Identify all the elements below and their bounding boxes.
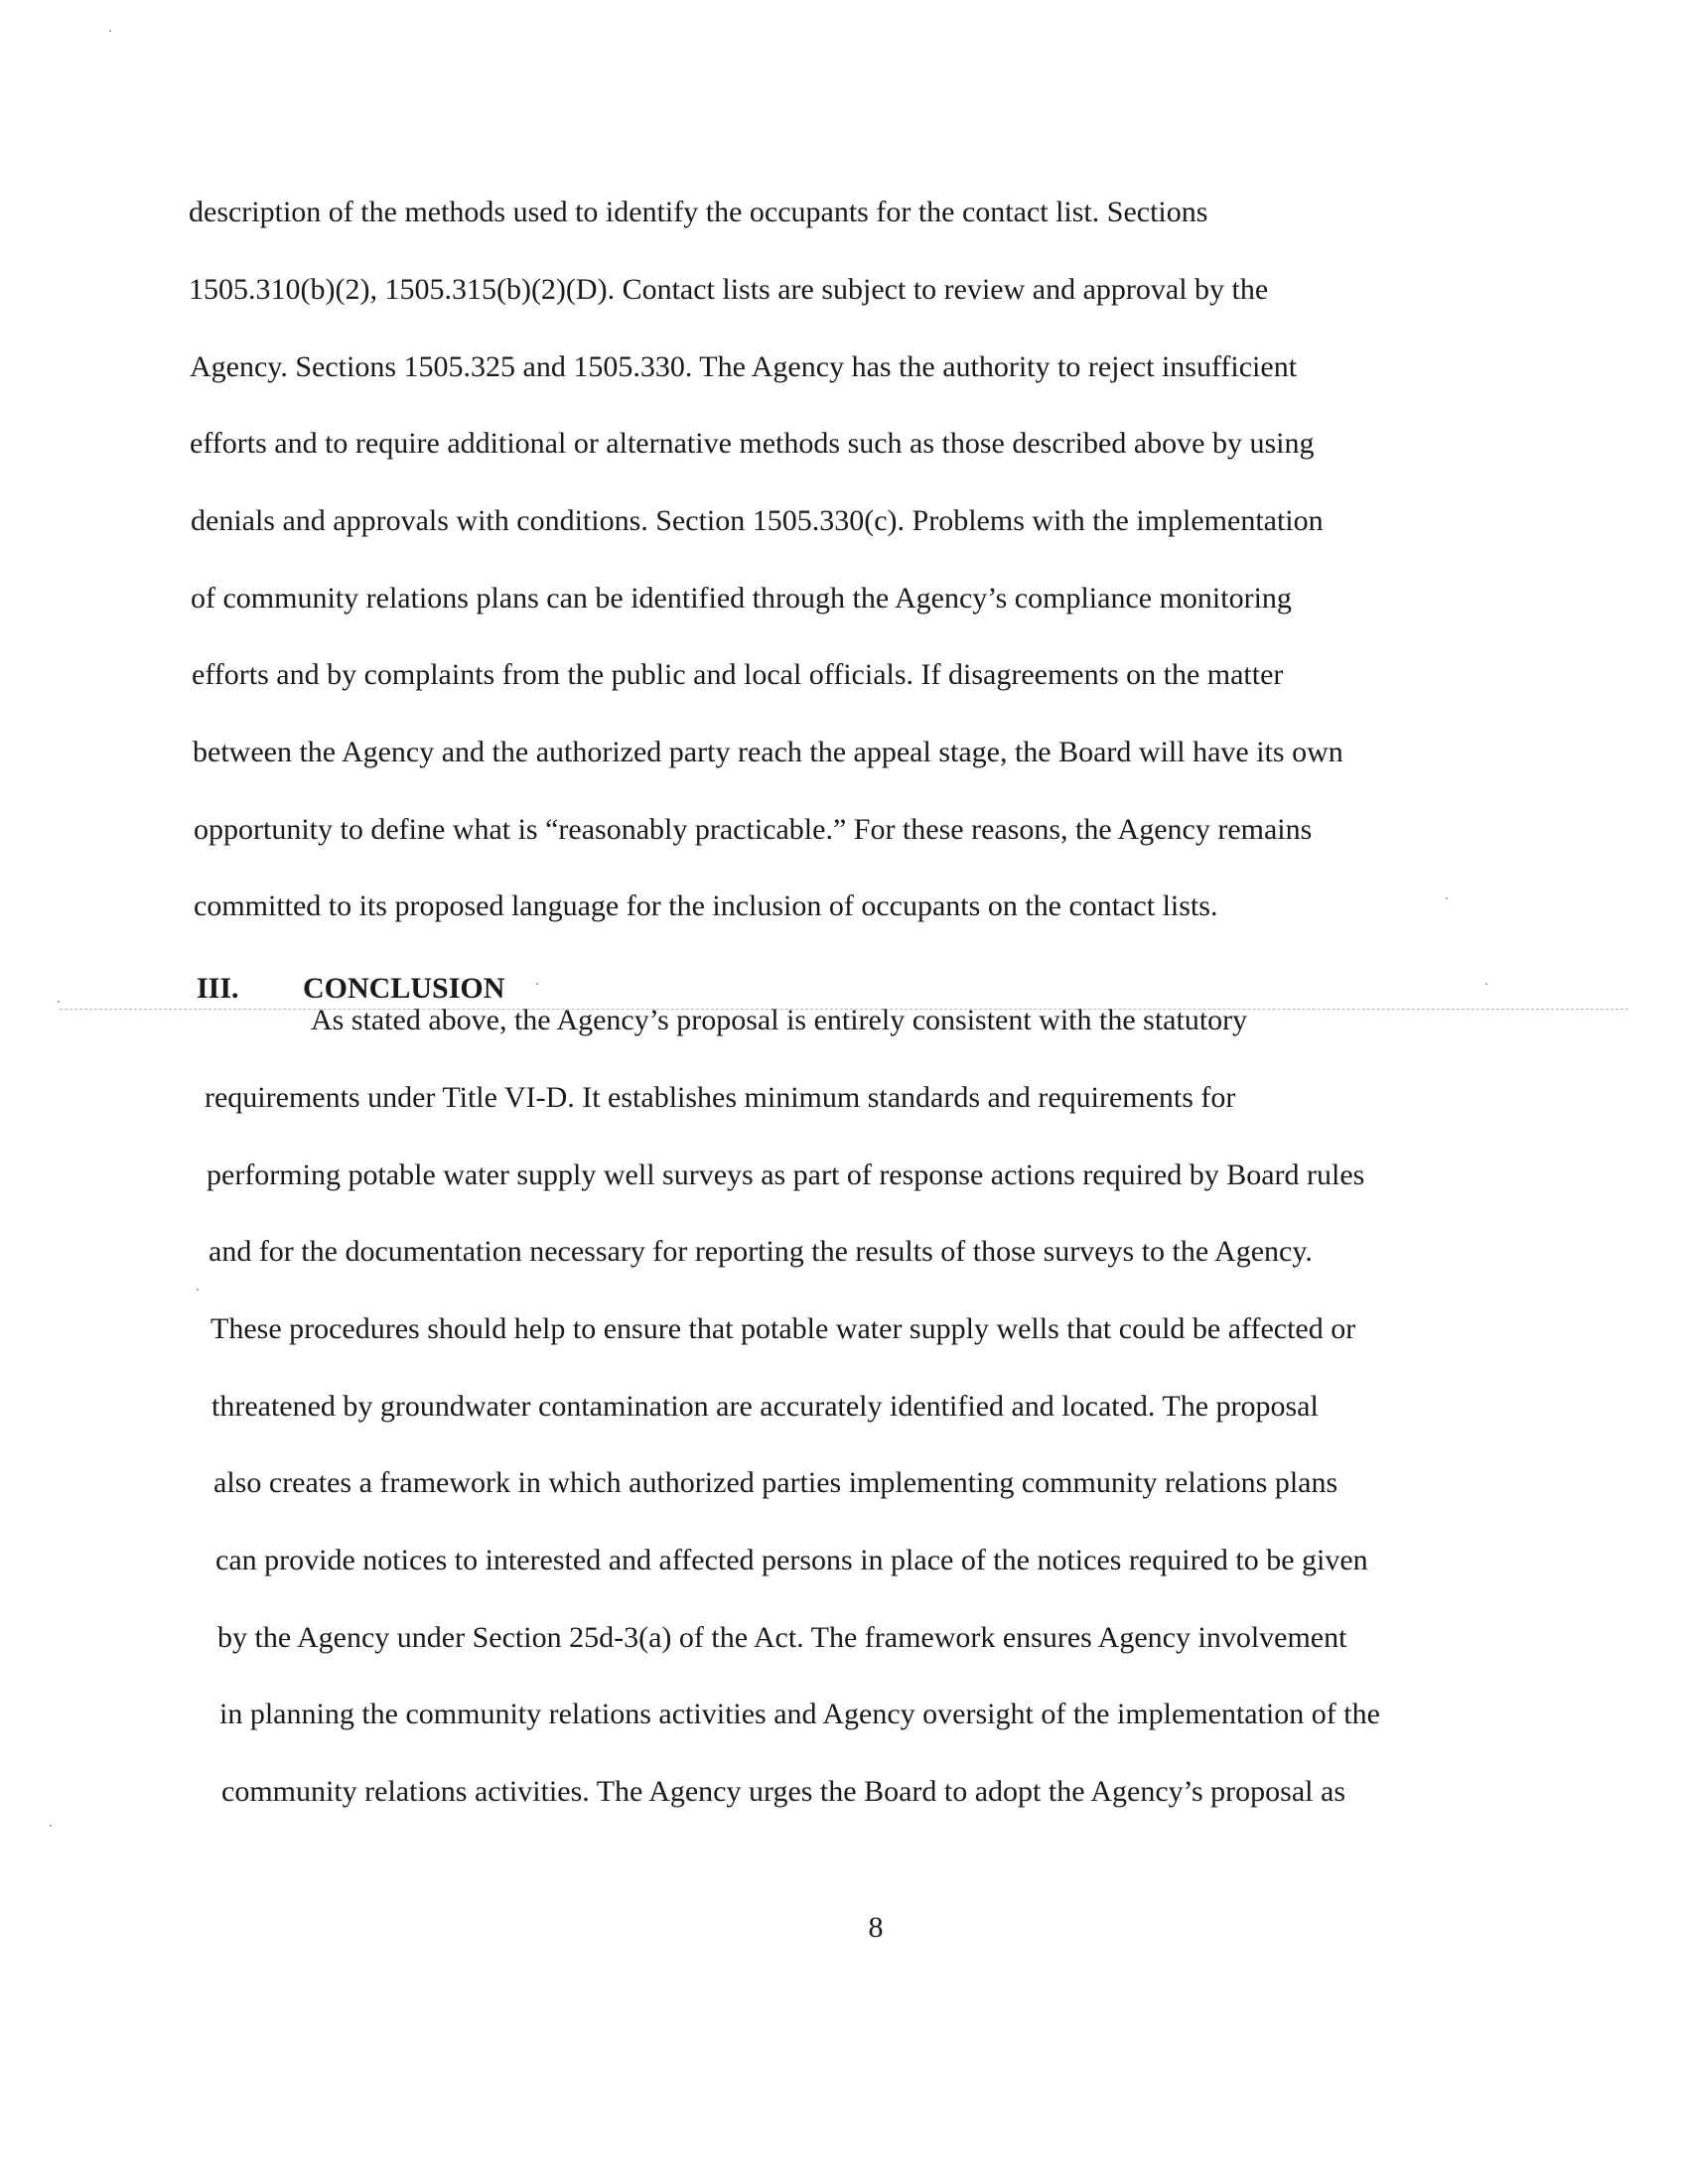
scan-speck [1485, 983, 1487, 985]
paragraph-line: also creates a framework in which authorized parties implementing community relations plans [213, 1466, 1338, 1499]
paragraph-line: by the Agency under Section 25d-3(a) of the Act. The framework ensures Agency involvement [217, 1621, 1347, 1654]
paragraph-line: in planning the community relations activities and Agency oversight of the implementation of the [219, 1698, 1380, 1730]
paragraph-line: performing potable water supply well surveys as part of response actions required by Board rules [207, 1159, 1365, 1191]
section-title: CONCLUSION [303, 972, 505, 1005]
paragraph-line: Agency. Sections 1505.325 and 1505.330. The Agency has the authority to reject insufficient [190, 350, 1298, 383]
paragraph-line: As stated above, the Agency’s proposal is entirely consistent with the statutory [311, 1004, 1248, 1036]
scan-speck [197, 1289, 199, 1291]
page-number: 8 [868, 1911, 884, 1944]
paragraph-line: of community relations plans can be identified through the Agency’s compliance monitoring [191, 582, 1292, 614]
paragraph-line: These procedures should help to ensure that potable water supply wells that could be affected or [210, 1312, 1356, 1345]
paragraph-line: between the Agency and the authorized party reach the appeal stage, the Board will have its own [193, 736, 1343, 768]
paragraph-line: 1505.310(b)(2), 1505.315(b)(2)(D). Contact lists are subject to review and approval by the [189, 273, 1269, 306]
paragraph-line: denials and approvals with conditions. Section 1505.330(c). Problems with the implementation [191, 504, 1324, 537]
scan-speck [1446, 897, 1448, 899]
paragraph-line: description of the methods used to identify the occupants for the contact list. Sections [189, 196, 1208, 228]
paragraph-line: requirements under Title VI-D. It establishes minimum standards and requirements for [205, 1081, 1236, 1114]
scan-speck [109, 30, 111, 32]
scan-speck [58, 1001, 60, 1003]
paragraph-line: and for the documentation necessary for reporting the results of those surveys to the Agency. [209, 1235, 1313, 1268]
scan-speck [536, 983, 538, 985]
paragraph-line: committed to its proposed language for the inclusion of occupants on the contact lists. [194, 889, 1218, 922]
paragraph-line: opportunity to define what is “reasonably practicable.” For these reasons, the Agency remains [194, 813, 1313, 846]
scan-speck [50, 1825, 52, 1827]
paragraph-line: efforts and by complaints from the public and local officials. If disagreements on the matter [192, 658, 1284, 691]
paragraph-line: can provide notices to interested and affected persons in place of the notices required to be given [215, 1544, 1368, 1576]
paragraph-line: threatened by groundwater contamination are accurately identified and located. The proposal [211, 1390, 1319, 1423]
paragraph-line: efforts and to require additional or alternative methods such as those described above by using [190, 427, 1315, 460]
paragraph-line: community relations activities. The Agency urges the Board to adopt the Agency’s proposal as [221, 1775, 1345, 1808]
section-number: III. [197, 972, 239, 1005]
